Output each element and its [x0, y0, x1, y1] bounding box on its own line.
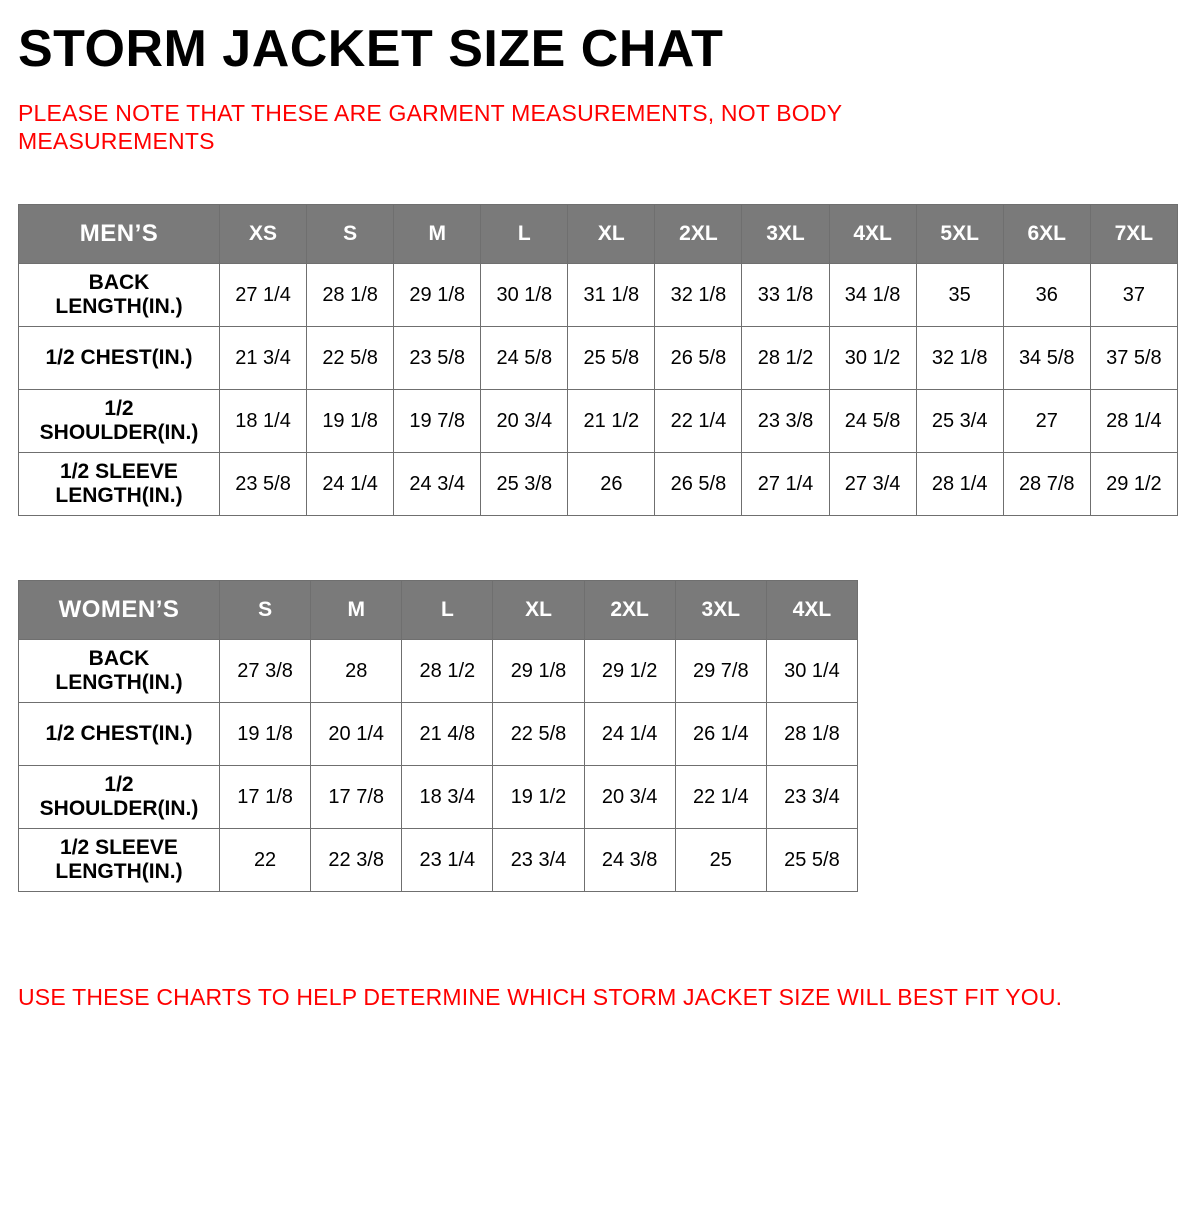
size-chart-page	[0, 22, 1200, 1222]
table-cell: 23 3/4	[493, 829, 584, 892]
mens-size-header: M	[394, 205, 481, 264]
mens-size-header: XS	[220, 205, 307, 264]
table-cell: 24 1/4	[307, 453, 394, 516]
table-cell: 28	[311, 640, 402, 703]
table-cell: 29 1/2	[584, 640, 675, 703]
table-row	[19, 829, 858, 892]
row-label: 1/2 CHEST(IN.)	[19, 327, 220, 390]
table-cell: 27 3/4	[829, 453, 916, 516]
table-cell: 22 5/8	[493, 703, 584, 766]
mens-size-header: 3XL	[742, 205, 829, 264]
table-header-row	[19, 205, 1178, 264]
table-cell: 36	[1003, 264, 1090, 327]
table-cell: 21 4/8	[402, 703, 493, 766]
mens-size-header: XL	[568, 205, 655, 264]
table-cell: 23 3/4	[766, 766, 857, 829]
table-cell: 18 1/4	[220, 390, 307, 453]
row-label: 1/2 SHOULDER(IN.)	[19, 390, 220, 453]
table-cell: 23 1/4	[402, 829, 493, 892]
mens-size-header: 6XL	[1003, 205, 1090, 264]
mens-size-header: S	[307, 205, 394, 264]
table-cell: 28 1/8	[307, 264, 394, 327]
table-cell: 25	[675, 829, 766, 892]
table-cell: 22 5/8	[307, 327, 394, 390]
table-cell: 33 1/8	[742, 264, 829, 327]
table-cell: 31 1/8	[568, 264, 655, 327]
table-cell: 27 1/4	[742, 453, 829, 516]
table-row	[19, 327, 1178, 390]
table-cell: 19 1/2	[493, 766, 584, 829]
womens-corner-header: WOMEN’S	[19, 581, 220, 640]
mens-size-header: L	[481, 205, 568, 264]
mens-table-body	[19, 264, 1178, 516]
mens-corner-header: MEN’S	[19, 205, 220, 264]
table-cell: 25 5/8	[568, 327, 655, 390]
womens-size-header: S	[220, 581, 311, 640]
table-cell: 23 5/8	[394, 327, 481, 390]
womens-size-header: M	[311, 581, 402, 640]
table-cell: 30 1/8	[481, 264, 568, 327]
table-cell: 23 3/8	[742, 390, 829, 453]
table-cell: 26 1/4	[675, 703, 766, 766]
womens-size-table	[18, 580, 858, 892]
table-cell: 19 7/8	[394, 390, 481, 453]
row-label: 1/2 SLEEVE LENGTH(IN.)	[19, 453, 220, 516]
table-cell: 32 1/8	[655, 264, 742, 327]
table-cell: 20 3/4	[584, 766, 675, 829]
row-label: BACK LENGTH(IN.)	[19, 264, 220, 327]
table-cell: 22	[220, 829, 311, 892]
table-cell: 18 3/4	[402, 766, 493, 829]
row-label: BACK LENGTH(IN.)	[19, 640, 220, 703]
table-cell: 28 1/2	[402, 640, 493, 703]
table-cell: 17 7/8	[311, 766, 402, 829]
table-cell: 32 1/8	[916, 327, 1003, 390]
mens-size-header: 5XL	[916, 205, 1003, 264]
table-cell: 27	[1003, 390, 1090, 453]
womens-size-header: L	[402, 581, 493, 640]
mens-size-header: 4XL	[829, 205, 916, 264]
table-cell: 19 1/8	[307, 390, 394, 453]
table-cell: 28 7/8	[1003, 453, 1090, 516]
womens-size-header: 3XL	[675, 581, 766, 640]
table-cell: 20 1/4	[311, 703, 402, 766]
table-cell: 24 1/4	[584, 703, 675, 766]
table-row	[19, 390, 1178, 453]
table-cell: 27 3/8	[220, 640, 311, 703]
table-cell: 28 1/8	[766, 703, 857, 766]
table-cell: 34 5/8	[1003, 327, 1090, 390]
row-label: 1/2 CHEST(IN.)	[19, 703, 220, 766]
table-cell: 23 5/8	[220, 453, 307, 516]
table-cell: 37	[1090, 264, 1177, 327]
table-row	[19, 766, 858, 829]
table-cell: 17 1/8	[220, 766, 311, 829]
table-cell: 26 5/8	[655, 327, 742, 390]
womens-size-header: 2XL	[584, 581, 675, 640]
table-cell: 24 3/4	[394, 453, 481, 516]
table-cell: 24 5/8	[829, 390, 916, 453]
mens-table-head	[19, 205, 1178, 264]
table-cell: 24 3/8	[584, 829, 675, 892]
row-label: 1/2 SHOULDER(IN.)	[19, 766, 220, 829]
table-cell: 28 1/4	[916, 453, 1003, 516]
row-label: 1/2 SLEEVE LENGTH(IN.)	[19, 829, 220, 892]
table-row	[19, 640, 858, 703]
table-cell: 24 5/8	[481, 327, 568, 390]
womens-table-body	[19, 640, 858, 892]
table-cell: 20 3/4	[481, 390, 568, 453]
table-row	[19, 703, 858, 766]
table-cell: 26 5/8	[655, 453, 742, 516]
table-cell: 27 1/4	[220, 264, 307, 327]
table-cell: 28 1/2	[742, 327, 829, 390]
table-cell: 22 3/8	[311, 829, 402, 892]
table-cell: 29 1/8	[493, 640, 584, 703]
table-cell: 35	[916, 264, 1003, 327]
mens-size-table	[18, 204, 1178, 516]
womens-size-header: XL	[493, 581, 584, 640]
top-note: PLEASE NOTE THAT THESE ARE GARMENT MEASUREMENTS, NOT BODY MEASUREMENTS	[18, 99, 842, 155]
page-title: STORM JACKET SIZE CHAT	[18, 20, 724, 78]
table-cell: 30 1/2	[829, 327, 916, 390]
bottom-note: USE THESE CHARTS TO HELP DETERMINE WHICH STORM JACKET SIZE WILL BEST FIT YOU.	[18, 984, 1063, 1011]
womens-table-head	[19, 581, 858, 640]
table-cell: 21 3/4	[220, 327, 307, 390]
mens-size-header: 2XL	[655, 205, 742, 264]
table-cell: 30 1/4	[766, 640, 857, 703]
table-cell: 25 5/8	[766, 829, 857, 892]
table-cell: 28 1/4	[1090, 390, 1177, 453]
mens-size-header: 7XL	[1090, 205, 1177, 264]
table-cell: 37 5/8	[1090, 327, 1177, 390]
table-cell: 19 1/8	[220, 703, 311, 766]
table-cell: 22 1/4	[675, 766, 766, 829]
table-cell: 34 1/8	[829, 264, 916, 327]
table-cell: 29 1/2	[1090, 453, 1177, 516]
table-header-row	[19, 581, 858, 640]
table-cell: 25 3/4	[916, 390, 1003, 453]
table-cell: 29 1/8	[394, 264, 481, 327]
table-cell: 22 1/4	[655, 390, 742, 453]
table-cell: 21 1/2	[568, 390, 655, 453]
table-row	[19, 453, 1178, 516]
table-cell: 25 3/8	[481, 453, 568, 516]
table-cell: 29 7/8	[675, 640, 766, 703]
womens-size-header: 4XL	[766, 581, 857, 640]
table-row	[19, 264, 1178, 327]
table-cell: 26	[568, 453, 655, 516]
